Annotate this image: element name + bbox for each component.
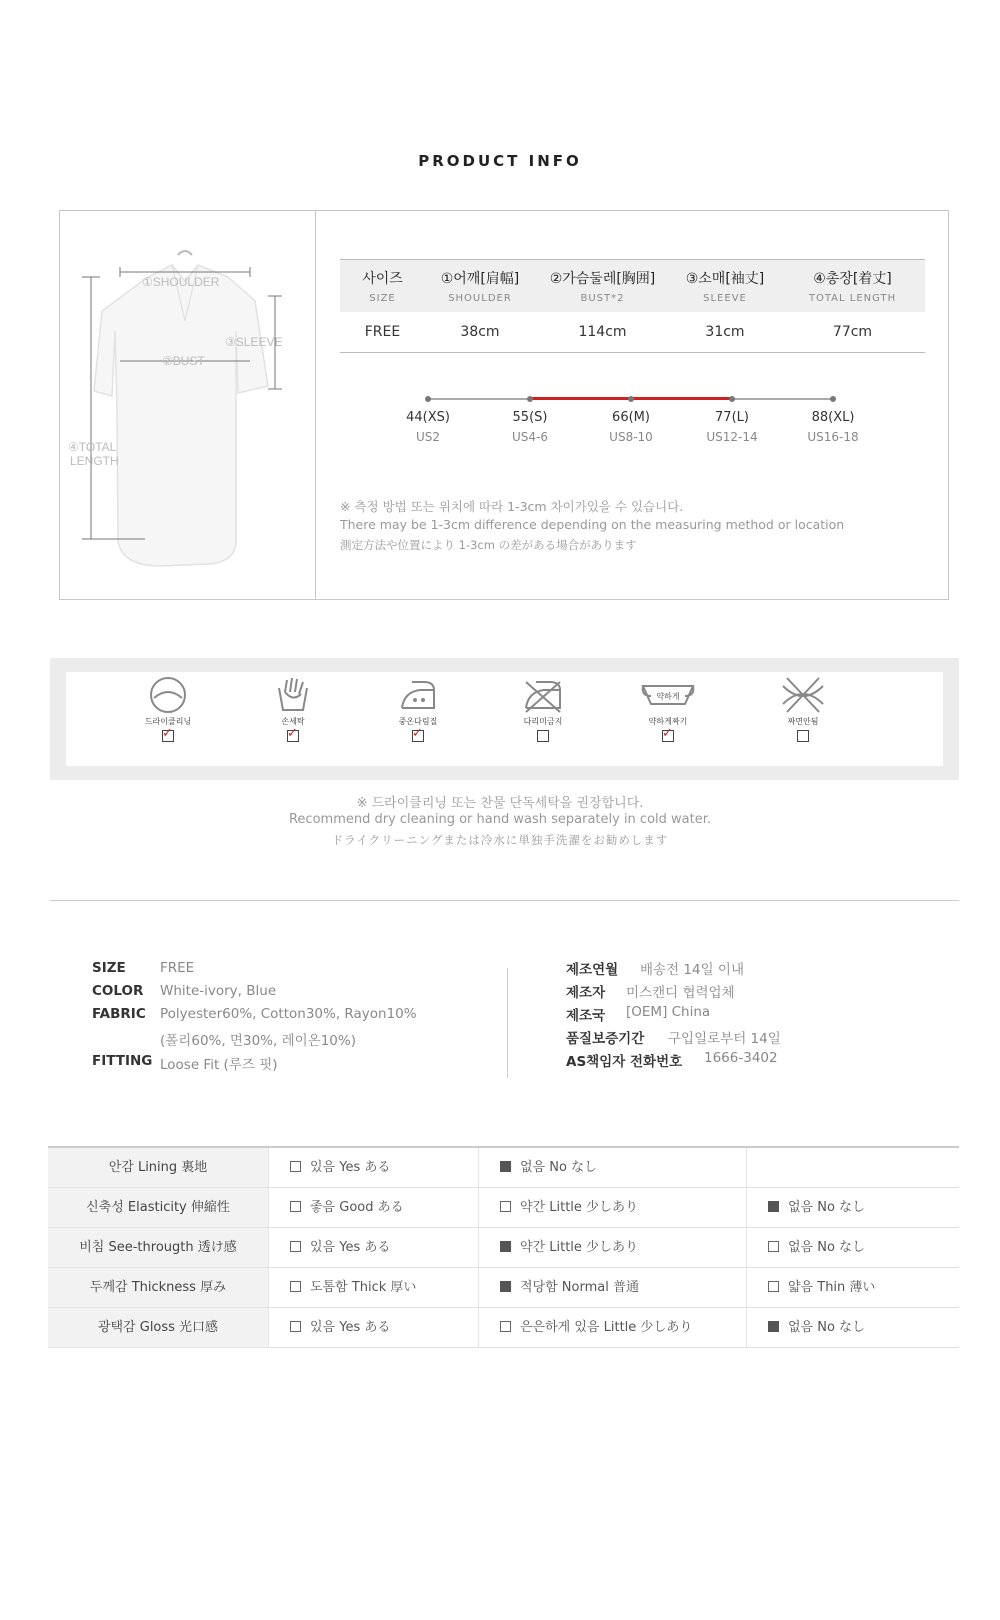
care-no-wring — [758, 676, 848, 742]
table-row — [48, 1268, 959, 1308]
header-bust-en: BUST*2 — [580, 293, 625, 304]
scale-us: US12-14 — [706, 430, 758, 444]
fabric-properties-table — [48, 1146, 959, 1348]
info-as-value: 1666-3402 — [704, 1050, 778, 1066]
option[interactable] — [290, 1228, 390, 1267]
info-warranty-key: 품질보증기간 — [566, 1031, 645, 1047]
property-name: 안감 Lining 裏地 — [48, 1148, 268, 1187]
header-sleeve: ③소매[袖丈] — [685, 271, 765, 287]
scale-dot — [425, 396, 431, 402]
info-fabric-key: FABRIC — [92, 1006, 146, 1022]
checkbox[interactable] — [290, 1201, 301, 1212]
info-made-key: 제조연월 — [566, 962, 619, 978]
checkbox[interactable] — [768, 1241, 779, 1252]
checkbox[interactable] — [290, 1241, 301, 1252]
checkbox[interactable] — [500, 1321, 511, 1332]
info-color-key: COLOR — [92, 983, 144, 999]
checkbox[interactable] — [500, 1241, 511, 1252]
care-hand-wash — [248, 676, 338, 742]
checkbox[interactable] — [768, 1281, 779, 1292]
care-checkbox[interactable] — [797, 730, 809, 742]
option-label: 은은하게 있음 Little 少しあり — [520, 1320, 693, 1335]
option[interactable] — [290, 1268, 416, 1307]
care-label: 손세탁 — [281, 717, 305, 726]
property-name: 광택감 Gloss 光口感 — [48, 1308, 268, 1347]
scale-label: 55(S) — [512, 410, 548, 425]
section-divider — [50, 900, 959, 901]
option-label: 없음 No なし — [520, 1160, 598, 1175]
option-label: 적당함 Normal 普通 — [520, 1280, 639, 1295]
property-name: 두께감 Thickness 厚み — [48, 1268, 268, 1307]
cell-bust: 114cm — [578, 324, 627, 340]
header-sleeve-en: SLEEVE — [703, 293, 747, 304]
hand-wash-icon — [273, 676, 313, 714]
scale-dot — [628, 396, 634, 402]
checkbox[interactable] — [500, 1281, 511, 1292]
care-label: 짜면안됨 — [787, 717, 819, 726]
care-label: 다리미금지 — [523, 717, 563, 726]
care-label: 중온다림질 — [398, 717, 438, 726]
table-row — [340, 312, 925, 353]
option[interactable] — [290, 1188, 404, 1227]
no-iron-icon — [522, 676, 564, 714]
measure-note-kr: ※ 측정 방법 또는 위치에 따라 1-3cm 차이가있을 수 있습니다. — [340, 499, 684, 514]
info-maker-key: 제조자 — [566, 985, 606, 1001]
header-size: 사이즈 — [362, 271, 403, 287]
gentle-wring-icon — [639, 676, 697, 714]
care-checkbox[interactable]: ✓ — [287, 726, 298, 741]
dry-clean-icon — [148, 676, 188, 714]
option-label: 좋음 Good ある — [310, 1200, 404, 1215]
care-checkbox[interactable]: ✓ — [162, 726, 173, 741]
care-gentle-wring — [623, 676, 713, 742]
info-country-value: [OEM] China — [626, 1004, 711, 1020]
checkbox[interactable] — [500, 1161, 511, 1172]
option[interactable] — [500, 1308, 692, 1347]
cell-size: FREE — [364, 324, 401, 340]
info-fabric-value-kr: (폴리60%, 면30%, 레이온10%) — [160, 1033, 356, 1049]
scale-dot — [830, 396, 836, 402]
info-made-value: 배송전 14일 이내 — [640, 962, 745, 978]
info-fabric-value: Polyester60%, Cotton30%, Rayon10% — [160, 1006, 417, 1022]
page-title: PRODUCT INFO — [418, 152, 582, 170]
care-no-iron — [498, 676, 588, 742]
option-label: 없음 No なし — [788, 1320, 866, 1335]
total-label-1: ④TOTAL — [68, 440, 117, 454]
header-size-en: SIZE — [369, 293, 396, 304]
care-note-jp: ドライクリーニングまたは冷水に単独手洗濯をお勧めします — [331, 833, 669, 847]
header-length-en: TOTAL LENGTH — [808, 293, 897, 304]
checkbox[interactable] — [290, 1281, 301, 1292]
table-row — [48, 1308, 959, 1348]
option[interactable] — [768, 1188, 865, 1227]
option[interactable] — [768, 1308, 865, 1347]
cell-sleeve: 31cm — [705, 324, 745, 340]
info-warranty-value: 구입일로부터 14일 — [668, 1031, 781, 1047]
info-size-value: FREE — [160, 960, 195, 976]
care-checkbox[interactable] — [537, 730, 549, 742]
care-checkbox[interactable]: ✓ — [662, 726, 673, 741]
total-label-2: LENGTH — [70, 454, 119, 468]
checkbox[interactable] — [768, 1201, 779, 1212]
option[interactable] — [768, 1268, 875, 1307]
info-maker-value: 미스캔디 협력업체 — [626, 985, 735, 1001]
iron-medium-icon — [398, 676, 438, 714]
gentle-icon-text: 약하게 — [656, 692, 680, 701]
option-label: 약간 Little 少しあり — [520, 1240, 639, 1255]
info-fitting-value: Loose Fit (루즈 핏) — [160, 1057, 278, 1073]
option-label: 없음 No なし — [788, 1200, 866, 1215]
header-shoulder-en: SHOULDER — [448, 293, 512, 304]
cell-length: 77cm — [832, 324, 873, 340]
option[interactable] — [290, 1308, 390, 1347]
care-checkbox[interactable]: ✓ — [412, 726, 423, 741]
shirt-diagram — [60, 211, 315, 601]
care-iron-medium — [373, 676, 463, 742]
info-divider — [507, 968, 508, 1078]
care-note-kr: ※ 드라이클리닝 또는 찬물 단독세탁을 권장합니다. — [356, 796, 644, 811]
care-label: 약하게짜기 — [648, 717, 688, 726]
checkbox[interactable] — [290, 1161, 301, 1172]
option-label: 얇음 Thin 薄い — [788, 1280, 876, 1295]
info-as-key: AS책임자 전화번호 — [566, 1054, 683, 1070]
property-name: 신축성 Elasticity 伸縮性 — [48, 1188, 268, 1227]
option[interactable] — [500, 1188, 638, 1227]
header-bust: ②가슴둘레[胸囲] — [549, 271, 656, 287]
scale-us: US8-10 — [609, 430, 653, 444]
box-divider — [315, 211, 316, 599]
option-label: 약간 Little 少しあり — [520, 1200, 639, 1215]
checkbox[interactable] — [768, 1321, 779, 1332]
scale-us: US16-18 — [807, 430, 859, 444]
no-wring-icon — [779, 676, 827, 714]
measure-note-jp: 測定方法や位置により 1-3cm の差がある場合があります — [340, 538, 637, 552]
size-table-header — [340, 259, 925, 312]
scale-dot — [527, 396, 533, 402]
option[interactable] — [768, 1228, 865, 1267]
option-label: 도톰함 Thick 厚い — [310, 1280, 417, 1295]
care-label: 드라이클리닝 — [144, 717, 192, 726]
info-fitting-key: FITTING — [92, 1053, 153, 1069]
measure-note-en: There may be 1-3cm difference depending on the measuring method or location — [340, 517, 845, 532]
option-label: 있음 Yes ある — [310, 1240, 391, 1255]
table-row — [48, 1148, 959, 1188]
option-label: 있음 Yes ある — [310, 1320, 391, 1335]
option-label: 없음 No なし — [788, 1240, 866, 1255]
info-country-key: 제조국 — [566, 1008, 606, 1024]
option[interactable] — [290, 1148, 390, 1187]
header-length: ④총장[着丈] — [813, 271, 892, 287]
option[interactable] — [500, 1148, 597, 1187]
care-note-en: Recommend dry cleaning or hand wash separately in cold water. — [288, 812, 711, 827]
header-shoulder: ①어깨[肩幅] — [440, 271, 520, 287]
sleeve-label: ③SLEEVE — [225, 335, 283, 349]
checkbox[interactable] — [500, 1201, 511, 1212]
scale-us: US2 — [415, 430, 441, 444]
scale-label: 77(L) — [715, 410, 749, 425]
shoulder-label: ①SHOULDER — [142, 275, 220, 289]
option[interactable] — [500, 1228, 638, 1267]
scale-dot — [729, 396, 735, 402]
option[interactable] — [500, 1268, 639, 1307]
scale-us: US4-6 — [512, 430, 548, 444]
bust-label: ②BUST — [162, 354, 205, 368]
care-dry-clean — [123, 676, 213, 742]
checkbox[interactable] — [290, 1321, 301, 1332]
scale-label: 44(XS) — [406, 410, 450, 425]
cell-shoulder: 38cm — [460, 324, 500, 340]
info-size-key: SIZE — [92, 960, 126, 976]
size-table — [340, 259, 925, 353]
option-label: 있음 Yes ある — [310, 1160, 391, 1175]
info-color-value: White-ivory, Blue — [160, 983, 277, 999]
scale-label: 66(M) — [612, 410, 650, 425]
scale-label: 88(XL) — [811, 410, 855, 425]
table-row — [48, 1188, 959, 1228]
property-name: 비침 See-througth 透け感 — [48, 1228, 268, 1267]
table-row — [48, 1228, 959, 1268]
